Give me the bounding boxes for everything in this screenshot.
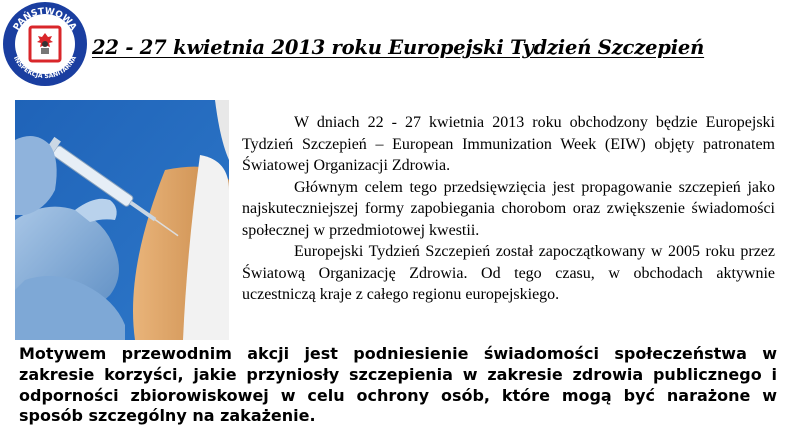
logo-text-top: PAŃSTWOWA <box>11 6 79 33</box>
sanitary-inspection-seal-icon <box>1 0 89 88</box>
motive-paragraph: Motywem przewodnim akcji jest podniesienie świadomości społeczeństwa w zakresie korzyści, jakie przyniosły szczepienia w zakresie zdrowia publicznego i odporności zbiorowiskowej w celu ochrony osób, które mogą być narażone w sposób szczególny na zakażenie. <box>19 344 777 426</box>
page-title: 22 - 27 kwietnia 2013 roku Europejski Tydzień Szczepień <box>92 36 705 59</box>
vaccination-photo <box>15 100 229 340</box>
inspection-logo <box>1 0 89 88</box>
vaccination-syringe-photo <box>15 100 229 340</box>
article-paragraph: Głównym celem tego przedsięwzięcia jest propagowanie szczepień jako najskuteczniejszej formy zapobiegania chorobom oraz zwiększenie świadomości społecznej w przedmiotowej kwestii. <box>242 178 775 239</box>
logo-text-bottom: INSPEKCJA SANITARNA <box>11 55 79 81</box>
article-body <box>242 112 775 306</box>
article-paragraph: W dniach 22 - 27 kwietnia 2013 roku obchodzony będzie Europejski Tydzień Szczepień – European Immunization Week (EIW) objęty patronatem Światowej Organizacji Zdrowia. <box>242 114 775 174</box>
article-paragraph: Europejski Tydzień Szczepień został zapoczątkowany w 2005 roku przez Światową Organizację Zdrowia. Od tego czasu, w obchodach aktywnie uczestniczą kraje z całego regionu europejskiego. <box>242 243 775 303</box>
